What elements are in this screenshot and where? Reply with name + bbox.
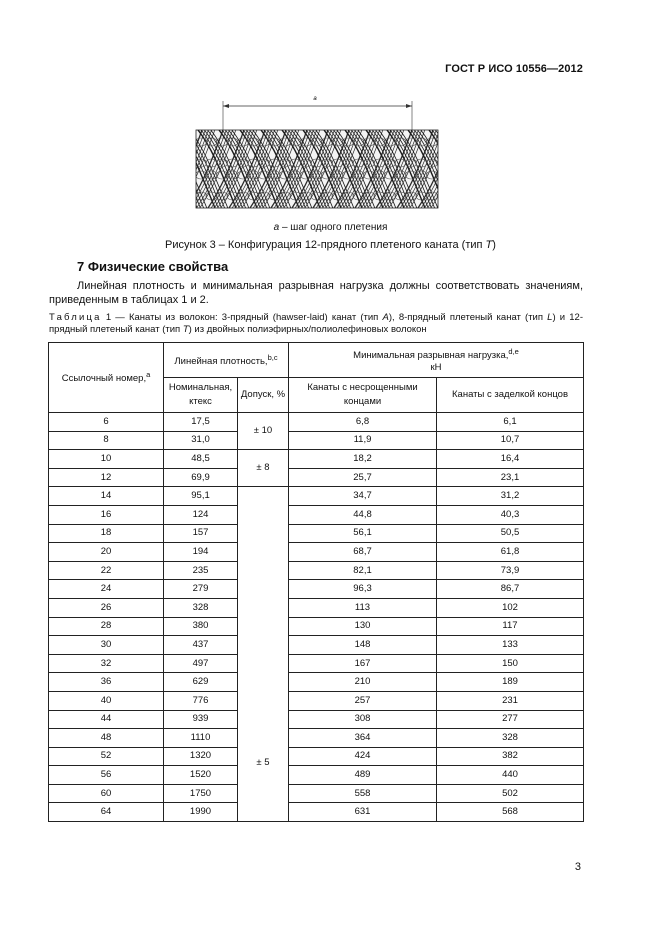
cell-load-unspliced: 631 [289,803,437,822]
cell-load-spliced: 189 [437,673,584,692]
cell-nominal-density: 157 [164,524,238,543]
cell-reference-number: 6 [49,413,164,432]
cell-load-unspliced: 257 [289,691,437,710]
header-breaking-load: Минимальная разрывная нагрузка,$^{d,e}$ кН [289,343,584,378]
table-row [49,561,584,580]
table-row [49,766,584,785]
cell-load-unspliced: 148 [289,636,437,655]
cell-load-spliced: 31,2 [437,487,584,506]
dimension-label: a [313,96,317,102]
table-row [49,598,584,617]
cell-load-spliced: 502 [437,784,584,803]
table-row [49,524,584,543]
table-row [49,691,584,710]
cell-reference-number: 48 [49,729,164,748]
cell-nominal-density: 48,5 [164,450,238,469]
cell-load-unspliced: 308 [289,710,437,729]
cell-nominal-density: 95,1 [164,487,238,506]
table-row [49,413,584,432]
table-row [49,673,584,692]
cell-load-unspliced: 56,1 [289,524,437,543]
cell-load-unspliced: 130 [289,617,437,636]
cell-load-unspliced: 34,7 [289,487,437,506]
cell-nominal-density: 235 [164,561,238,580]
cell-load-unspliced: 82,1 [289,561,437,580]
figure-note: a – шаг одного плетения [273,222,388,233]
cell-nominal-density: 31,0 [164,431,238,450]
cell-nominal-density: 1110 [164,729,238,748]
cell-reference-number: 64 [49,803,164,822]
cell-load-spliced: 86,7 [437,580,584,599]
table-row [49,617,584,636]
cell-nominal-density: 776 [164,691,238,710]
cell-nominal-density: 497 [164,654,238,673]
header-spliced: Канаты с заделкой концов [437,378,584,413]
table-row [49,710,584,729]
table-row [49,747,584,766]
cell-load-unspliced: 489 [289,766,437,785]
table-row [49,487,584,506]
cell-load-unspliced: 68,7 [289,543,437,562]
cell-load-spliced: 40,3 [437,505,584,524]
cell-load-spliced: 568 [437,803,584,822]
cell-nominal-density: 1750 [164,784,238,803]
cell-reference-number: 24 [49,580,164,599]
cell-load-unspliced: 44,8 [289,505,437,524]
cell-reference-number: 20 [49,543,164,562]
cell-load-unspliced: 6,8 [289,413,437,432]
cell-nominal-density: 194 [164,543,238,562]
cell-reference-number: 44 [49,710,164,729]
cell-reference-number: 26 [49,598,164,617]
cell-load-unspliced: 11,9 [289,431,437,450]
cell-reference-number: 32 [49,654,164,673]
table-row [49,543,584,562]
cell-reference-number: 12 [49,468,164,487]
cell-load-unspliced: 18,2 [289,450,437,469]
cell-reference-number: 16 [49,505,164,524]
cell-load-spliced: 50,5 [437,524,584,543]
cell-tolerance: ± 8 [238,450,289,487]
cell-load-spliced: 102 [437,598,584,617]
cell-load-unspliced: 113 [289,598,437,617]
section-paragraph: Линейная плотность и минимальная разрывная нагрузка должны соответствовать значениям, приведенным в таблицах 1 и 2. [49,280,583,306]
table-caption: Таблица 1 — Канаты из волокон: 3-прядный (hawser-laid) канат (тип A), 8-прядный плетеный канат (тип L) и 12-прядный плетеный канат (тип T) из двойных полиэфирных/полиолефиновых волокон [49,312,584,335]
cell-tolerance: ± 5 [238,487,289,822]
cell-load-spliced: 73,9 [437,561,584,580]
page-number: 3 [574,861,581,873]
cell-reference-number: 40 [49,691,164,710]
cell-load-spliced: 16,4 [437,450,584,469]
cell-load-spliced: 382 [437,747,584,766]
cell-nominal-density: 629 [164,673,238,692]
cell-nominal-density: 380 [164,617,238,636]
header-nominal: Номинальная, ктекс [164,378,238,413]
cell-nominal-density: 437 [164,636,238,655]
cell-load-unspliced: 96,3 [289,580,437,599]
cell-load-spliced: 440 [437,766,584,785]
table-row [49,654,584,673]
rope-diagram [194,92,439,212]
cell-load-unspliced: 167 [289,654,437,673]
cell-reference-number: 10 [49,450,164,469]
cell-reference-number: 52 [49,747,164,766]
cell-reference-number: 28 [49,617,164,636]
cell-load-spliced: 61,8 [437,543,584,562]
header-unspliced: Канаты с несрощенными концами [289,378,437,413]
table-row [49,450,584,469]
table-row [49,636,584,655]
table-row [49,431,584,450]
cell-nominal-density: 1320 [164,747,238,766]
cell-nominal-density: 124 [164,505,238,524]
header-reference-number: Ссылочный номер,$^a$ [49,343,164,413]
cell-load-spliced: 6,1 [437,413,584,432]
cell-load-unspliced: 25,7 [289,468,437,487]
cell-nominal-density: 1990 [164,803,238,822]
cell-nominal-density: 1520 [164,766,238,785]
table-row [49,784,584,803]
cell-load-spliced: 10,7 [437,431,584,450]
table-row [49,505,584,524]
dimension-line [223,101,412,132]
cell-load-spliced: 277 [437,710,584,729]
header-linear-density: Линейная плотность,$^{b,c}$ [164,343,289,378]
cell-nominal-density: 279 [164,580,238,599]
cell-load-spliced: 133 [437,636,584,655]
table-row [49,468,584,487]
cell-nominal-density: 69,9 [164,468,238,487]
cell-reference-number: 60 [49,784,164,803]
cell-nominal-density: 328 [164,598,238,617]
cell-reference-number: 14 [49,487,164,506]
cell-load-unspliced: 424 [289,747,437,766]
cell-load-spliced: 23,1 [437,468,584,487]
cell-load-unspliced: 364 [289,729,437,748]
header-tolerance: Допуск, % [238,378,289,413]
rope-properties-table [48,342,584,822]
cell-reference-number: 22 [49,561,164,580]
cell-reference-number: 36 [49,673,164,692]
document-header: ГОСТ Р ИСО 10556—2012 [445,63,583,75]
table-row [49,729,584,748]
section-title: 7 Физические свойства [77,259,229,274]
table-row [49,580,584,599]
cell-reference-number: 18 [49,524,164,543]
cell-tolerance: ± 10 [238,413,289,450]
cell-nominal-density: 939 [164,710,238,729]
cell-reference-number: 30 [49,636,164,655]
cell-reference-number: 56 [49,766,164,785]
cell-load-spliced: 117 [437,617,584,636]
cell-load-unspliced: 558 [289,784,437,803]
cell-load-spliced: 328 [437,729,584,748]
cell-reference-number: 8 [49,431,164,450]
cell-nominal-density: 17,5 [164,413,238,432]
cell-load-spliced: 231 [437,691,584,710]
figure-caption: Рисунок 3 – Конфигурация 12-прядного плетеного каната (тип T) [165,239,496,251]
table-row [49,803,584,822]
cell-load-spliced: 150 [437,654,584,673]
cell-load-unspliced: 210 [289,673,437,692]
